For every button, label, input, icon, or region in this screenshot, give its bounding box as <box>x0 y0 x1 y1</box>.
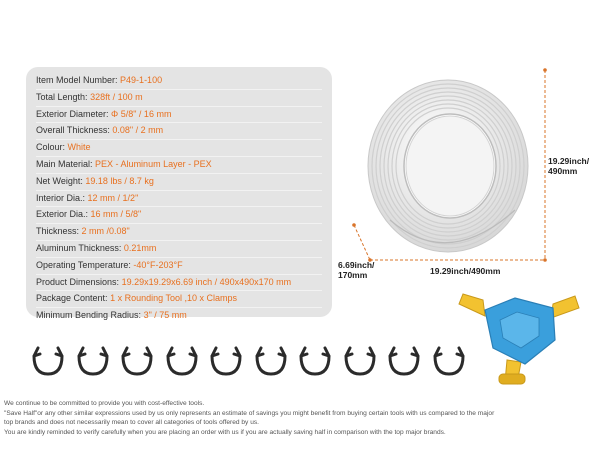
spec-row <box>36 274 322 292</box>
spec-row <box>36 106 322 124</box>
disclaimer-line: top brands and does not necessarily mean to cover all categories of tools offered by us. <box>4 419 259 426</box>
spec-label: Main Material: <box>36 159 93 169</box>
spec-value: -40°F-203°F <box>133 259 183 270</box>
spec-label: Total Length: <box>36 91 88 102</box>
spec-value: 19.18 lbs / 8.7 kg <box>85 175 154 186</box>
spec-row <box>36 72 322 90</box>
spec-label: Colour: <box>36 142 66 153</box>
disclaimer-line: "Save Half"or any other similar expressions used by us only represents an estimate of savings you might benefit from buying certain tools with us compared to the major <box>4 409 495 417</box>
spec-value: 2 mm /0.08" <box>81 226 130 237</box>
spec-label: Minimum Bending Radius: <box>36 310 142 321</box>
spec-value: 0.08" / 2 mm <box>112 125 164 136</box>
spec-value: 19.29x19.29x6.69 inch / 490x490x170 mm <box>121 276 292 287</box>
spec-label: Package Content: <box>36 293 108 304</box>
spec-row <box>36 257 322 275</box>
spec-row <box>36 156 322 174</box>
spec-value: PEX - Aluminum Layer - PEX <box>95 159 212 169</box>
spec-label: Interior Dia.: <box>36 192 86 203</box>
width-dimension-label: 19.29inch/490mm <box>430 266 501 276</box>
clamp-icon <box>30 340 66 380</box>
spec-row <box>36 122 322 140</box>
spec-value: 16 mm / 5/8" <box>90 209 142 220</box>
rounding-tool-image <box>455 290 585 395</box>
spec-label: Item Model Number: <box>36 75 118 85</box>
spec-row <box>36 139 322 157</box>
height-dimension-label: 19.29inch/ 490mm <box>548 156 590 176</box>
clamp-icon <box>342 340 378 380</box>
spec-value: White <box>67 142 91 153</box>
spec-row <box>36 240 322 258</box>
spec-row <box>36 190 322 208</box>
disclaimer-text <box>4 399 596 437</box>
spec-value: 0.21mm <box>123 243 157 253</box>
dimension-lines <box>340 60 560 280</box>
spec-label: Thickness: <box>36 226 80 237</box>
spec-value: P49-1-100 <box>120 75 163 85</box>
spec-label: Operating Temperature: <box>36 259 131 270</box>
spec-value: 1 x Rounding Tool ,10 x Clamps <box>110 293 237 304</box>
spec-row <box>36 290 322 308</box>
spec-row <box>36 206 322 224</box>
specification-table <box>26 67 332 321</box>
spec-label: Exterior Diameter: <box>36 108 109 119</box>
disclaimer-line: We continue to be committed to provide you with cost-effective tools. <box>4 400 205 407</box>
spec-label: Exterior Dia.: <box>36 209 89 220</box>
clamp-icon <box>253 340 289 380</box>
spec-label: Product Dimensions: <box>36 276 120 287</box>
spec-row <box>36 223 322 241</box>
clamp-icon <box>386 340 422 380</box>
spec-label: Overall Thickness: <box>36 125 110 136</box>
clamp-icon <box>164 340 200 380</box>
spec-value: Φ 5/8" / 16 mm <box>111 108 172 119</box>
clamp-icon <box>119 340 155 380</box>
spec-row <box>36 307 322 324</box>
spec-label: Aluminum Thickness: <box>36 243 122 253</box>
spec-row <box>36 173 322 191</box>
spec-value: 12 mm / 1/2" <box>87 192 139 203</box>
spec-value: 328ft / 100 m <box>90 91 143 102</box>
clamp-icon <box>208 340 244 380</box>
depth-dimension-label: 6.69inch/ 170mm <box>338 260 375 280</box>
clamp-icon <box>75 340 111 380</box>
disclaimer-line: You are kindly reminded to verify carefully when you are placing an order with us if you are actually saving half in comparison with the top major brands. <box>4 428 446 436</box>
spec-row <box>36 89 322 107</box>
clamp-icon <box>297 340 333 380</box>
spec-value: 3" / 75 mm <box>143 310 187 321</box>
spec-label: Net Weight: <box>36 175 83 186</box>
